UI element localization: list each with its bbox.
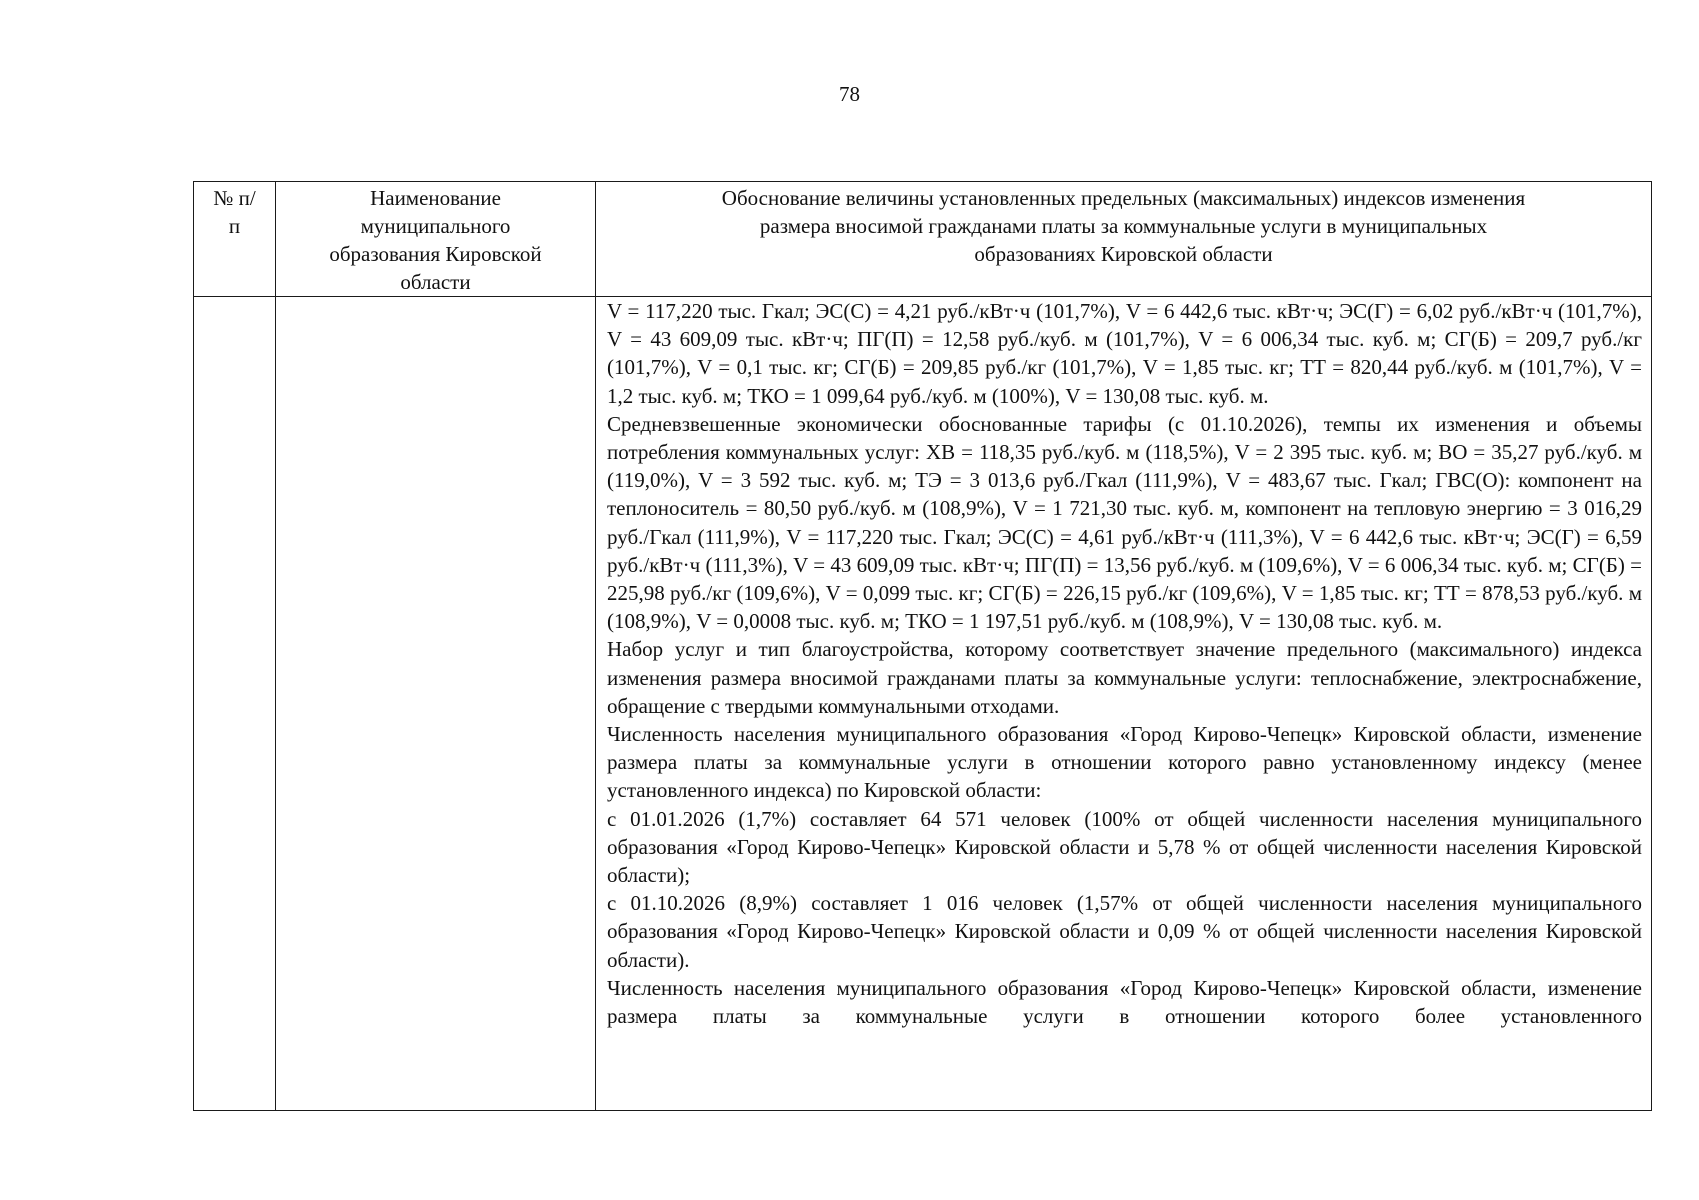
paragraph-services-set: Набор услуг и тип благоустройства, которому соответствует значение предельного (максимального) индекса изменения размера вносимой гражданами платы за коммунальные услуги: теплоснабжение, электроснабжение, обращение с твердыми коммунальными отходами. [607, 637, 1642, 718]
header-municipality-name: Наименование муниципального образования Кировской области [329, 186, 542, 294]
header-num-cell [194, 182, 276, 297]
paragraph-population-2026-10: с 01.10.2026 (8,9%) составляет 1 016 человек (1,57% от общей численности населения муниципального образования «Город Кирово-Чепецк» Кировской области и 0,09 % от общей численности населения Кировской области). [607, 891, 1642, 972]
paragraph-population-equal: Численность населения муниципального образования «Город Кирово-Чепецк» Кировской области, изменение размера платы за коммунальные услуги в отношении которого равно установленному индексу (менее установленного индекса) по Кировской области: [607, 722, 1642, 803]
header-num: № п/п [213, 186, 256, 238]
justification-table [193, 181, 1652, 1111]
paragraph-population-2026-01: с 01.01.2026 (1,7%) составляет 64 571 человек (100% от общей численности населения муниципального образования «Город Кирово-Чепецк» Кировской области и 5,78 % от общей численности населения Кировской области); [607, 806, 1642, 888]
header-justification-cell [596, 182, 1652, 297]
paragraph-population-above: Численность населения муниципального образования «Город Кирово-Чепецк» Кировской области, изменение размера платы за коммунальные услуги в отношении которого более установленного [607, 975, 1642, 1029]
municipality-name-cell [276, 297, 596, 1111]
header-name-cell [276, 182, 596, 297]
table-header-row [194, 182, 1652, 297]
paragraph-tariffs-2026-01: V = 117,220 тыс. Гкал; ЭС(С) = 4,21 руб./кВт·ч (101,7%), V = 6 442,6 тыс. кВт·ч; ЭС(Г) = 6,02 руб./кВт·ч (101,7%), V = 43 609,09 тыс. кВт·ч; ПГ(П) = 12,58 руб./куб. м (101,7%), V = 6 006,34 тыс. куб. м; СГ(Б) = 209,7 руб./кг (101,7%), V = 0,1 тыс. кг; СГ(Б) = 209,85 руб./кг (101,7%), V = 1,85 тыс. кг; ТТ = 820,44 руб./куб. м (101,7%), V = 1,2 тыс. куб. м; ТКО = 1 099,64 руб./куб. м (100%), V = 130,08 тыс. куб. м. [607, 299, 1642, 408]
justification-cell [596, 297, 1652, 1111]
paragraph-tariffs-2026-10: Средневзвешенные экономически обоснованные тарифы (с 01.10.2026), темпы их изменения и объемы потребления коммунальных услуг: ХВ = 118,35 руб./куб. м (118,5%), V = 2 395 тыс. куб. м; ВО = 35,27 руб./куб. м (119,0%), V = 3 592 тыс. куб. м; ТЭ = 3 013,6 руб./Гкал (111,9%), V = 483,67 тыс. Гкал; ГВС(О): компонент на теплоноситель = 80,50 руб./куб. м (108,9%), V = 1 721,30 тыс. куб. м, компонент на тепловую энергию = 3 016,29 руб./Гкал (111,9%), V = 117,220 тыс. Гкал; ЭС(С) = 4,61 руб./кВт·ч (111,3%), V = 6 442,6 тыс. кВт·ч; ЭС(Г) = 6,59 руб./кВт·ч (111,3%), V = 43 609,09 тыс. кВт·ч; ПГ(П) = 13,56 руб./куб. м (109,6%), V = 6 006,34 тыс. куб. м; СГ(Б) = 225,98 руб./кг (109,6%), V = 0,099 тыс. кг; СГ(Б) = 226,15 руб./кг (109,6%), V = 1,85 тыс. кг; ТТ = 878,53 руб./куб. м (108,9%), V = 0,0008 тыс. куб. м; ТКО = 1 197,51 руб./куб. м (108,9%), V = 130,08 тыс. куб. м. [607, 411, 1642, 634]
table-body-row [194, 297, 1652, 1111]
page-number: 78 [839, 82, 860, 106]
justification-text [596, 297, 1651, 1030]
header-justification: Обоснование величины установленных предельных (максимальных) индексов изменения размера вносимой гражданами платы за коммунальные услуги в муниципальных образованиях Кировской области [721, 186, 1526, 266]
num-cell [194, 297, 276, 1111]
